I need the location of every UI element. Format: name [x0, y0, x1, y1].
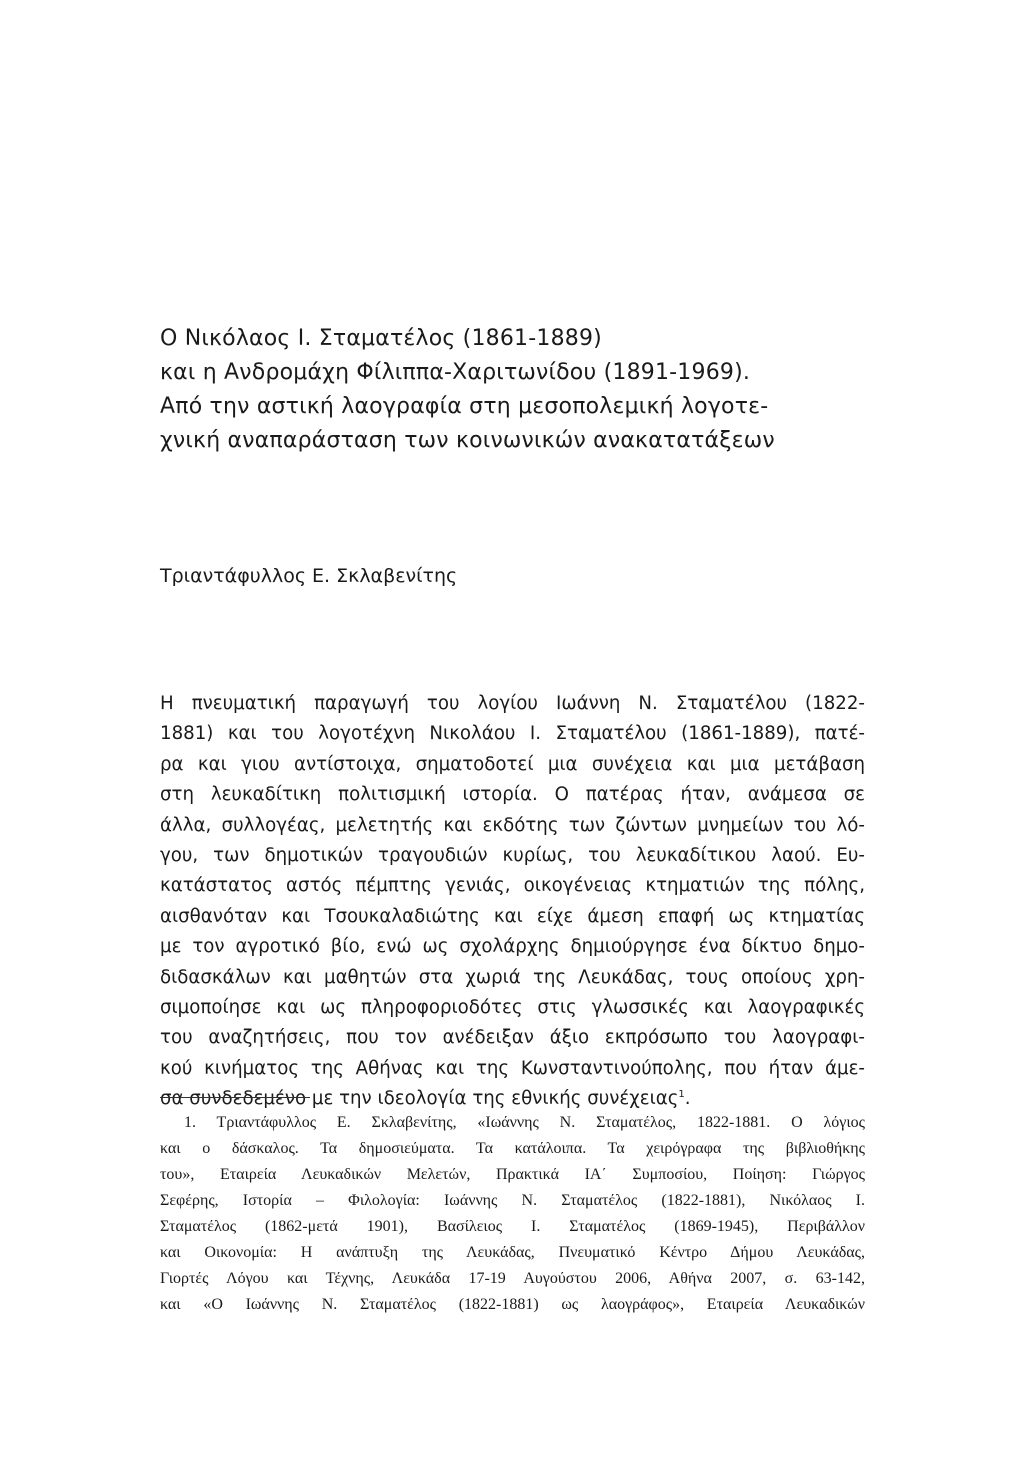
body-line: διδασκάλων και μαθητών στα χωριά της Λευκάδας, τους οποίους χρη-	[160, 966, 865, 988]
footnote-line: Γιορτές Λόγου και Τέχνης, Λευκάδα 17-19 Αυγούστου 2006, Αθήνα 2007, σ. 63-142,	[160, 1270, 865, 1287]
body-line: του αναζητήσεις, που τον ανέδειξαν άξιο εκπρόσωπο του λαογραφι-	[160, 1027, 865, 1049]
footnote-line: Σεφέρης, Ιστορία – Φιλολογία: Ιωάννης Ν. Σταματέλος (1822-1881), Νικόλαος Ι.	[160, 1192, 865, 1209]
body-line: στη λευκαδίτικη πολιτισμική ιστορία. Ο πατέρας ήταν, ανάμεσα σε	[160, 784, 865, 806]
body-line: αισθανόταν και Τσουκαλαδιώτης και είχε άμεση επαφή ως κτηματίας	[160, 905, 865, 927]
body-line: σιμοποίησε και ως πληροφοριοδότες στις γλωσσικές και λαογραφικές	[160, 997, 865, 1019]
body-line: γου, των δημοτικών τραγουδιών κυρίως, του λευκαδίτικου λαού. Ευ-	[160, 845, 865, 867]
footnote-separator	[160, 1097, 310, 1098]
body-line: 1881) και του λογοτέχνη Νικολάου Ι. Σταματέλου (1861-1889), πατέ-	[160, 723, 865, 745]
footnote-line: και Οικονομία: Η ανάπτυξη της Λευκάδας, Πνευματικό Κέντρο Δήμου Λευκάδας,	[160, 1244, 865, 1261]
footnote-reference[interactable]: 1	[678, 1089, 685, 1101]
body-line: ρα και γιου αντίστοιχα, σηματοδοτεί μια συνέχεια και μια μετάβαση	[160, 753, 865, 775]
title-line: χνική αναπαράσταση των κοινωνικών ανακατατάξεων	[160, 428, 775, 453]
footnote	[160, 1110, 865, 1318]
footnote-line: και «Ο Ιωάννης Ν. Σταματέλος (1822-1881) ως λαογράφος», Εταιρεία Λευκαδικών	[160, 1296, 865, 1313]
page	[160, 0, 865, 1470]
footnote-line: 1. Τριαντάφυλλος Ε. Σκλαβενίτης, «Ιωάννης Ν. Σταματέλος, 1822-1881. Ο λόγιος	[184, 1114, 865, 1131]
body-line-last: σα συνδεδεμένο με την ιδεολογία της εθνικής συνέχειας$^1$.	[160, 1088, 691, 1110]
body-paragraph	[160, 689, 865, 1115]
body-line: κατάστατος αστός πέμπτης γενιάς, οικογένειας κτηματιών της πόλης,	[160, 875, 865, 897]
footnote-line: Σταματέλος (1862-μετά 1901), Βασίλειος Ι. Σταματέλος (1869-1945), Περιβάλλον	[160, 1218, 865, 1235]
body-line-last-text: σα συνδεδεμένο με την ιδεολογία της εθνικής συνέχειας	[160, 1088, 679, 1110]
article-title	[160, 322, 865, 458]
body-line: άλλα, συλλογέας, μελετητής και εκδότης των ζώντων μνημείων του λό-	[160, 814, 865, 836]
author-name: Τριαντάφυλλος Ε. Σκλαβενίτης	[160, 565, 458, 587]
body-line: με τον αγροτικό βίο, ενώ ως σχολάρχης δημιούργησε ένα δίκτυο δημο-	[160, 936, 865, 958]
footnote-line: και ο δάσκαλος. Τα δημοσιεύματα. Τα κατάλοιπα. Τα χειρόγραφα της βιβλιοθήκης	[160, 1140, 865, 1157]
body-line: κού κινήματος της Αθήνας και της Κωνσταντινούπολης, που ήταν άμε-	[160, 1057, 865, 1079]
title-line: Από την αστική λαογραφία στη μεσοπολεμική λογοτε-	[160, 394, 769, 419]
body-line: Η πνευματική παραγωγή του λογίου Ιωάννη Ν. Σταματέλου (1822-	[160, 693, 865, 714]
title-line: Ο Νικόλαος Ι. Σταματέλος (1861-1889)	[160, 326, 602, 351]
footnote-line: του», Εταιρεία Λευκαδικών Μελετών, Πρακτικά ΙΑ΄ Συμποσίου, Ποίηση: Γιώργος	[160, 1166, 865, 1183]
title-line: και η Ανδρομάχη Φίλιππα-Χαριτωνίδου (1891-1969).	[160, 360, 751, 385]
